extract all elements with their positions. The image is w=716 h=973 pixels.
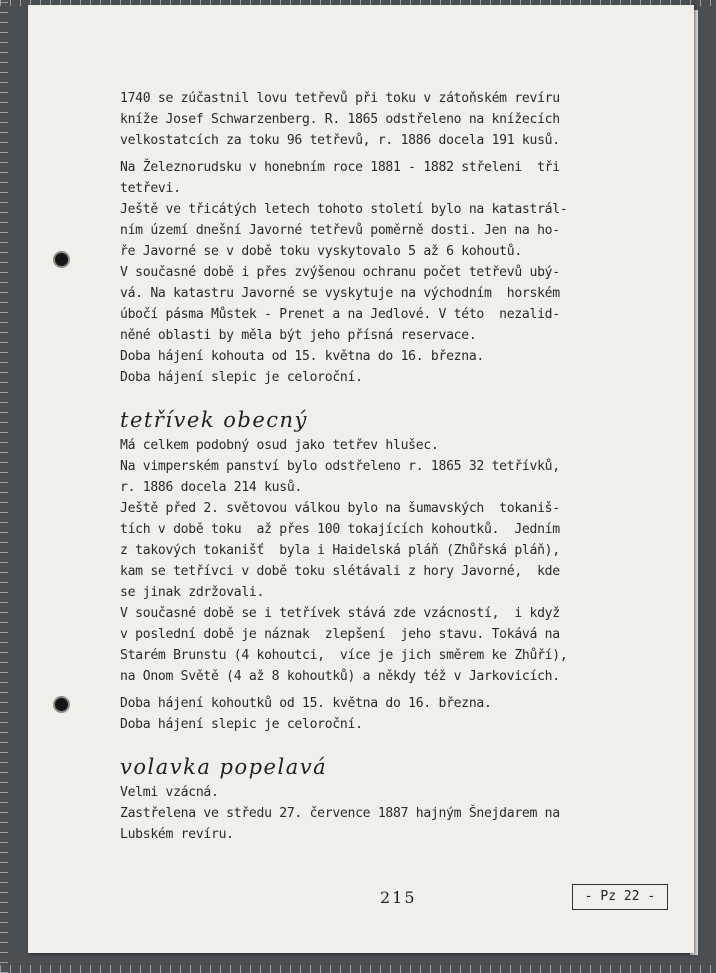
section-heading-volavka: volavka popelavá xyxy=(120,755,328,779)
text-line: něné oblasti by měla být jeho přísná reservace. xyxy=(120,328,477,343)
text-line: Ještě ve třicátých letech tohoto století bylo na katastrál- xyxy=(120,202,568,217)
text-line: Ještě před 2. světovou válkou bylo na šumavských tokaniš- xyxy=(120,501,560,516)
text-line: V současné době i přes zvýšenou ochranu počet tetřevů ubý- xyxy=(120,265,560,280)
text-line: ře Javorné se v době toku vyskytovalo 5 až 6 kohoutů. xyxy=(120,244,522,259)
text-line: vá. Na katastru Javorné se vyskytuje na východním horském xyxy=(120,286,560,301)
text-line: tích v době toku až přes 100 tokajících kohoutků. Jedním xyxy=(120,522,560,537)
punch-hole-top xyxy=(53,251,70,268)
scanner-ruler-bottom xyxy=(0,965,716,973)
text-line: Má celkem podobný osud jako tetřev hlušec. xyxy=(120,438,439,453)
text-line: tetřevi. xyxy=(120,181,181,196)
paragraph-zeleznorudsko xyxy=(120,157,610,388)
text-line: Na vimperském panství bylo odstřeleno r. 1865 32 tetřívků, xyxy=(120,459,560,474)
page-number: 215 xyxy=(380,888,417,907)
text-line: se jinak zdržovali. xyxy=(120,585,265,600)
paragraph-volavka xyxy=(120,782,610,845)
text-line: na Onom Světě (4 až 8 kohoutků) a někdy též v Jarkovicích. xyxy=(120,669,560,684)
text-line: Lubském revíru. xyxy=(120,827,234,842)
document-body xyxy=(120,88,610,845)
text-line: V současné době se i tetřívek stává zde vzácností, i když xyxy=(120,606,560,621)
text-line: Zastřelena ve středu 27. července 1887 hajným Šnejdarem na xyxy=(120,806,560,821)
section-heading-tetrivek: tetřívek obecný xyxy=(120,408,308,432)
text-line: r. 1886 docela 214 kusů. xyxy=(120,480,302,495)
text-line: kníže Josef Schwarzenberg. R. 1865 odstřeleno na knížecích xyxy=(120,112,560,127)
paragraph-tetrivek-hajeni xyxy=(120,693,610,735)
paragraph-intro xyxy=(120,88,610,151)
text-line: Velmi vzácná. xyxy=(120,785,219,800)
text-line: ním území dnešní Javorné tetřevů poměrně dosti. Jen na ho- xyxy=(120,223,560,238)
text-line: Starém Brunstu (4 kohoutci, více je jich směrem ke Zhůří), xyxy=(120,648,568,663)
text-line: v poslední době je náznak zlepšení jeho stavu. Tokává na xyxy=(120,627,560,642)
text-line: Doba hájení kohouta od 15. května do 16. března. xyxy=(120,349,484,364)
text-line: úbočí pásma Můstek - Prenet a na Jedlové. V této nezalid- xyxy=(120,307,560,322)
text-line: z takových tokanišť byla i Haidelská pláň (Zhůřská pláň), xyxy=(120,543,560,558)
document-reference-box: - Pz 22 - xyxy=(572,884,668,910)
text-line: Na Železnorudsku v honebním roce 1881 - 1882 střeleni tři xyxy=(120,160,560,175)
text-line: Doba hájení slepic je celoroční. xyxy=(120,717,363,732)
paragraph-tetrivek xyxy=(120,435,610,687)
text-line: Doba hájení slepic je celoroční. xyxy=(120,370,363,385)
text-line: velkostatcích za toku 96 tetřevů, r. 1886 docela 191 kusů. xyxy=(120,133,560,148)
scanner-ruler-left xyxy=(0,0,8,973)
text-line: 1740 se zúčastnil lovu tetřevů při toku v zátoňském revíru xyxy=(120,91,560,106)
text-line: Doba hájení kohoutků od 15. května do 16. března. xyxy=(120,696,492,711)
text-line: kam se tetřívci v době toku slétávali z hory Javorné, kde xyxy=(120,564,560,579)
punch-hole-bottom xyxy=(53,696,70,713)
